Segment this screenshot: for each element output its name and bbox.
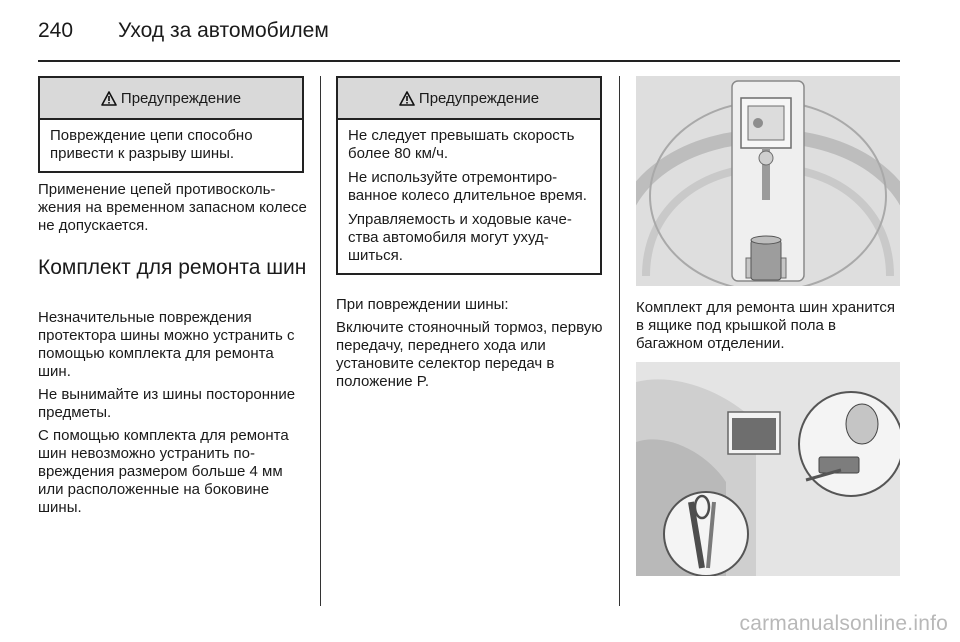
warning-text: Повреждение цепи способно привести к разрыву шины. [50, 127, 253, 162]
warning-body [338, 120, 600, 273]
warning-triangle-icon [101, 91, 117, 106]
warning-header [338, 78, 600, 120]
warning-label: Предупреждение [418, 89, 540, 107]
repair-kit-illustration [636, 362, 900, 576]
repair-kit-text [38, 309, 310, 522]
tire-damage-text [336, 296, 608, 396]
paragraph-limitations: С помощью комплекта для ремонта шин невозможно устранить повреждения размером больше 4 мм или расположенные на боковине шины. [38, 427, 289, 516]
column-divider-right [619, 76, 620, 606]
paragraph-foreign-objects: Не вынимайте из шины посторонние предметы. [38, 386, 296, 421]
header-divider [38, 60, 900, 62]
watermark: carmanualsonline.info [739, 612, 948, 635]
section-heading-repair-kit: Комплект для ремонта шин [38, 256, 307, 279]
column-divider-left [320, 76, 321, 606]
paragraph-parking-brake: Включите стояночный тормоз, первую передачу, переднего хода или установите селектор передач в положение P. [336, 319, 603, 390]
warning-item-duration: Не используйте отремонтированное колесо длительное время. [348, 169, 587, 204]
repair-kit-figure [636, 362, 900, 576]
warning-box-chains [38, 76, 304, 173]
warning-triangle-icon [399, 91, 415, 106]
page-header [38, 10, 900, 54]
chains-paragraph-block [38, 181, 310, 240]
page-number: 240 [38, 19, 74, 42]
trunk-floor-illustration [636, 76, 900, 286]
paragraph-if-damaged: При повреждении шины: [336, 296, 509, 313]
warning-label: Предупреждение [120, 89, 242, 107]
caption-block [636, 299, 902, 358]
warning-box-speed [336, 76, 602, 275]
trunk-floor-figure [636, 76, 900, 286]
warning-body [40, 120, 302, 171]
figure-caption: Комплект для ремонта шин хранится в ящике под крышкой пола в багажном отделении. [636, 299, 896, 352]
paragraph-chains: Применение цепей противоскольжения на временном запасном колесе не допускается. [38, 181, 307, 234]
page-title: Уход за автомобилем [118, 19, 329, 42]
warning-item-speed: Не следует превышать скорость более 80 км/ч. [348, 127, 575, 162]
warning-item-handling: Управляемость и ходовые качества автомобиля могут ухудшиться. [348, 211, 572, 264]
paragraph-minor-damage: Незначительные повреждения протектора шины можно устранить с помощью комплекта для ремонта шин. [38, 309, 295, 380]
warning-header [40, 78, 302, 120]
